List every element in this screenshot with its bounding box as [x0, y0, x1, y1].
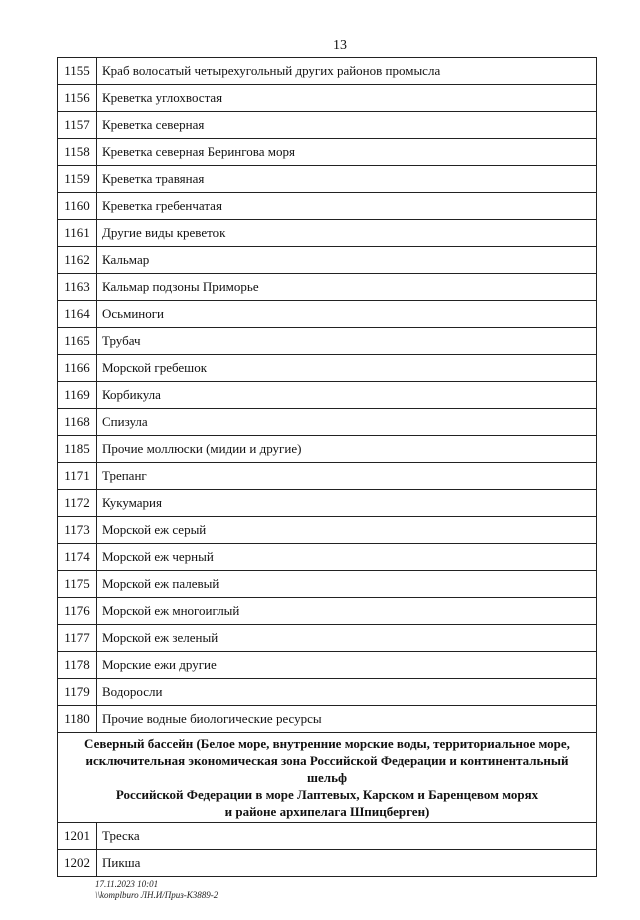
species-code: 1175 [58, 571, 97, 598]
basin-section-heading [58, 733, 597, 823]
table-row [58, 625, 597, 652]
species-code: 1178 [58, 652, 97, 679]
species-name: Морской еж серый [97, 517, 597, 544]
species-code: 1160 [58, 193, 97, 220]
page-number: 13 [333, 38, 347, 53]
species-code: 1180 [58, 706, 97, 733]
species-code: 1164 [58, 301, 97, 328]
species-code: 1168 [58, 409, 97, 436]
species-code: 1166 [58, 355, 97, 382]
section-heading-row [58, 733, 597, 823]
species-name: Креветка гребенчатая [97, 193, 597, 220]
table-row [58, 247, 597, 274]
table-row [58, 328, 597, 355]
species-name: Морской еж зеленый [97, 625, 597, 652]
species-name: Морской гребешок [97, 355, 597, 382]
section-heading-line: и районе архипелага Шпицберген) [224, 804, 430, 819]
species-code: 1172 [58, 490, 97, 517]
section-heading-line: исключительная экономическая зона Российской Федерации и континентальный шельф [85, 753, 569, 785]
species-name: Морской еж многоиглый [97, 598, 597, 625]
species-name: Кальмар подзоны Приморье [97, 274, 597, 301]
table-row [58, 220, 597, 247]
species-code: 1158 [58, 139, 97, 166]
table-row [58, 301, 597, 328]
table-row [58, 58, 597, 85]
species-name: Пикша [97, 850, 597, 877]
species-name: Треска [97, 823, 597, 850]
species-name: Прочие водные биологические ресурсы [97, 706, 597, 733]
species-code: 1169 [58, 382, 97, 409]
table-row [58, 274, 597, 301]
species-name: Трубач [97, 328, 597, 355]
species-name: Корбикула [97, 382, 597, 409]
table-row [58, 679, 597, 706]
species-code: 1159 [58, 166, 97, 193]
table-row [58, 544, 597, 571]
species-code: 1157 [58, 112, 97, 139]
species-name: Морские ежи другие [97, 652, 597, 679]
species-name: Кальмар [97, 247, 597, 274]
document-footer [95, 879, 218, 901]
table-row [58, 355, 597, 382]
species-code: 1165 [58, 328, 97, 355]
species-code: 1155 [58, 58, 97, 85]
species-name: Осьминоги [97, 301, 597, 328]
species-name: Спизула [97, 409, 597, 436]
table-row [58, 490, 597, 517]
species-name: Краб волосатый четырехугольный других районов промысла [97, 58, 597, 85]
species-name: Водоросли [97, 679, 597, 706]
species-name: Другие виды креветок [97, 220, 597, 247]
footer-file-reference: \\komplburo ЛН.И/Приз-К3889-2 [95, 890, 219, 900]
species-code: 1176 [58, 598, 97, 625]
table-row [58, 652, 597, 679]
species-name: Трепанг [97, 463, 597, 490]
species-code: 1163 [58, 274, 97, 301]
table-row [58, 571, 597, 598]
species-code: 1162 [58, 247, 97, 274]
table-row [58, 85, 597, 112]
section-heading-line: Российской Федерации в море Лаптевых, Карском и Баренцевом морях [115, 787, 539, 802]
table-row [58, 166, 597, 193]
species-code: 1179 [58, 679, 97, 706]
species-name: Креветка травяная [97, 166, 597, 193]
table-row [58, 517, 597, 544]
table-row [58, 850, 597, 877]
species-name: Креветка северная [97, 112, 597, 139]
table-row [58, 139, 597, 166]
species-code: 1173 [58, 517, 97, 544]
species-code: 1174 [58, 544, 97, 571]
species-name: Морской еж палевый [97, 571, 597, 598]
section-heading-line: Северный бассейн (Белое море, внутренние морские воды, территориальное море, [84, 736, 570, 751]
table-row [58, 112, 597, 139]
footer-timestamp: 17.11.2023 10:01 [95, 879, 159, 889]
species-name: Креветка углохвостая [97, 85, 597, 112]
species-name: Прочие моллюски (мидии и другие) [97, 436, 597, 463]
species-name: Морской еж черный [97, 544, 597, 571]
table-row [58, 706, 597, 733]
table-row [58, 463, 597, 490]
species-code: 1201 [58, 823, 97, 850]
species-name: Кукумария [97, 490, 597, 517]
table-row [58, 409, 597, 436]
species-code: 1161 [58, 220, 97, 247]
species-code: 1202 [58, 850, 97, 877]
species-code: 1177 [58, 625, 97, 652]
table-row [58, 598, 597, 625]
species-name: Креветка северная Берингова моря [97, 139, 597, 166]
species-code: 1171 [58, 463, 97, 490]
table-row [58, 193, 597, 220]
table-row [58, 823, 597, 850]
species-code: 1185 [58, 436, 97, 463]
table-row [58, 436, 597, 463]
species-table [57, 57, 597, 877]
table-row [58, 382, 597, 409]
species-code: 1156 [58, 85, 97, 112]
